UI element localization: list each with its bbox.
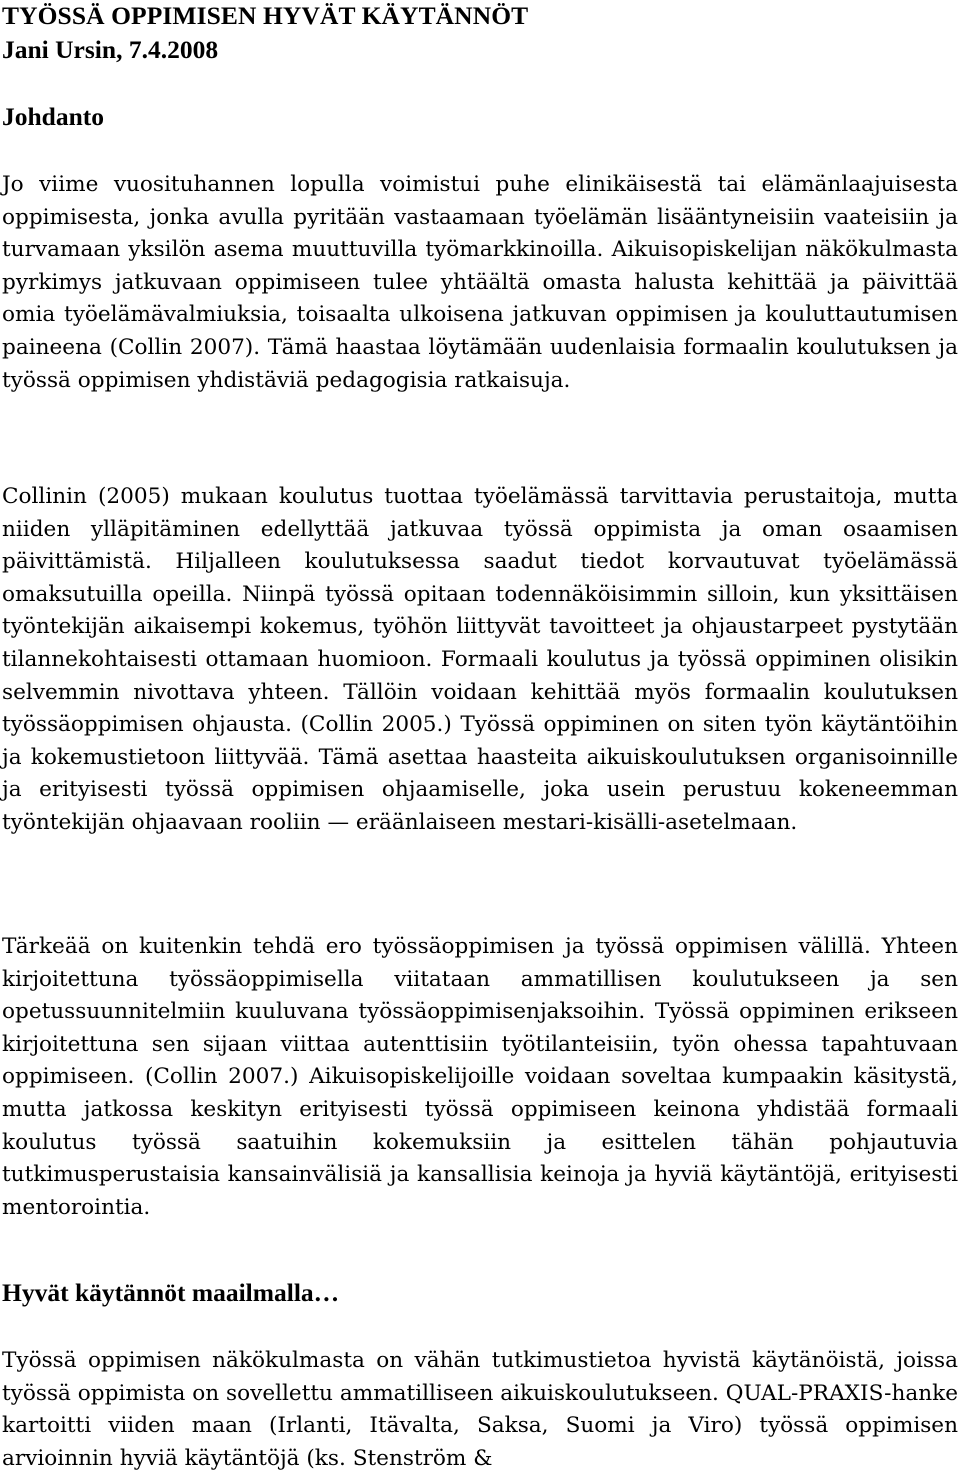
paragraph: Tärkeää on kuitenkin tehdä ero työssäoppimisen ja työssä oppimisen välillä. Yhteen kirjoitettuna työssäoppimisella viitataan ammatillisen koulutukseen ja sen opetussuunnitelmiin kuuluvana työssäoppimisenjaksoihin. Työssä oppiminen erikseen kirjoitettuna sen sijaan viittaa autenttisiin työtilanteisiin, työn ohessa tapahtuvaan oppimiseen. (Collin 2007.) Aikuisopiskelijoille voidaan soveltaa kumpaakin käsitystä, mutta jatkossa keskityn erityisesti työssä oppimiseen keinona yhdistää formaali koulutus työssä saatuihin kokemuksiin ja esittelen tähän pohjautuvia tutkimusperustaisia kansainvälisiä ja kansallisia keinoja ja hyviä käytäntöjä, erityisesti mentorointia.	[2, 934, 958, 1220]
section-heading-johdanto: Johdanto	[2, 102, 105, 131]
document-title: TYÖSSÄ OPPIMISEN HYVÄT KÄYTÄNNÖT	[2, 1, 529, 30]
paragraph: Työssä oppimisen näkökulmasta on vähän tutkimustietoa hyvistä käytänöistä, joissa työssä oppimista on sovellettu ammatilliseen aikuiskoulutukseen. QUAL-PRAXIS-hanke kartoitti viiden maan (Irlanti, Itävalta, Saksa, Suomi ja Viro) työssä oppimisen arvioinnin hyviä käytäntöjä (ks. Stenström &	[2, 1348, 958, 1471]
author-date-line: Jani Ursin, 7.4.2008	[2, 35, 219, 64]
section-heading-hyvat-kaytannot: Hyvät käytännöt maailmalla…	[2, 1278, 340, 1307]
paragraph: Jo viime vuosituhannen lopulla voimistui puhe elinikäisestä tai elämänlaajuisesta oppimisesta, jonka avulla pyritään vastaamaan työelämän lisääntyneisiin vaateisiin ja turvamaan yksilön asema muuttuvilla työmarkkinoilla. Aikuisopiskelijan näkökulmasta pyrkimys jatkuvaan oppimiseen tulee yhtäältä omasta halusta kehittää ja päivittää omia työelämävalmiuksia, toisaalta ulkoisena jatkuvan oppimisen ja kouluttautumisen paineena (Collin 2007). Tämä haastaa löytämään uudenlaisia formaalin koulutuksen ja työssä oppimisen yhdistäviä pedagogisia ratkaisuja.	[2, 172, 958, 393]
paragraph: Collinin (2005) mukaan koulutus tuottaa työelämässä tarvittavia perustaitoja, mutta niiden ylläpitäminen edellyttää jatkuvaa työssä oppimista ja oman osaamisen päivittämistä. Hiljalleen koulutuksessa saadut tiedot korvautuvat työelämässä omaksutuilla opeilla. Niinpä työssä opitaan todennäköisimmin silloin, kun yksittäisen työntekijän aikaisempi kokemus, työhön liittyvät tavoitteet ja ohjaustarpeet pystytään tilannekohtaisesti ottamaan huomioon. Formaali koulutus ja työssä oppiminen olisikin selvemmin nivottava yhteen. Tällöin voidaan kehittää myös formaalin koulutuksen työssäoppimisen ohjausta. (Collin 2005.) Työssä oppiminen on siten työn käytäntöihin ja kokemustietoon liittyvää. Tämä asettaa haasteita aikuiskoulutuksen organisoinnille ja erityisesti työssä oppimisen ohjaamiselle, joka usein perustuu kokeneemman työntekijän ohjaavaan rooliin — eräänlaiseen mestari-kisälli-asetelmaan.	[2, 484, 958, 835]
